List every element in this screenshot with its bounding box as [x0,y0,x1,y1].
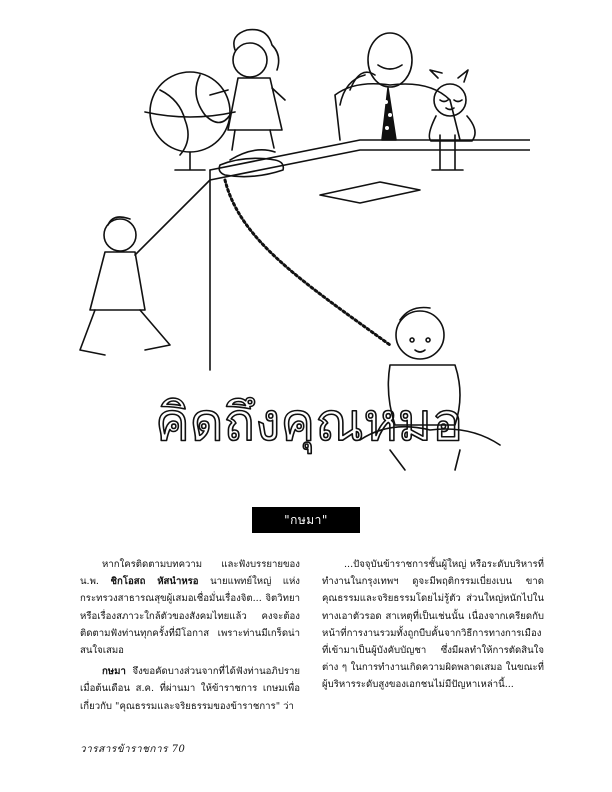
column-right [322,556,544,698]
girl-figure [210,30,285,150]
paragraph: กษมา จึงขอคัดบางส่วนจากที่ได้ฟังท่านอภิปรายเมื่อต้นเดือน ส.ค. ที่ผ่านมา ให้ข้าราชการ เกษมเพื่อเกี่ยวกับ "คุณธรรมและจริยธรรมของข้าราชการ" ว่า [80,666,300,712]
desk [210,140,530,370]
paragraph: หากใครติดตามบทความ และฟังบรรยายของ น.พ. ชิกโอสถ หัสนำหรอ นายแพทย์ใหญ่ แห่งกระทรวงสาธารณสุขผู้เสมอเชื่อมั่นเรื่องจิต... จิตวิทยาหรือเรื่องสภาวะใกล้ตัวของสังคมไทยแล้ว คงจะต้องติดตามฟังท่านทุกครั้งที่มีโอกาส เพราะท่านมีเกร็ดน่าสนใจเสมอ [80,559,300,657]
telephone-cord [225,180,390,345]
book-icon [320,135,463,203]
globe-icon [145,72,235,170]
boy-figure [80,180,210,355]
cartoon-illustration [60,20,530,495]
title-art: คิดถึงคุณหมอ [155,393,464,453]
telephone-icon [219,150,283,177]
author-box: "กษมา" [252,507,360,533]
column-left [80,556,300,719]
page-footer: วารสารข้าราชการ 70 [80,744,186,755]
paragraph: ...ปัจจุบันข้าราชการชั้นผู้ใหญ่ หรือระดับบริหารที่ทำงานในกรุงเทพฯ ดูจะมีพฤติกรรมเบี่ยงเบน ขาดคุณธรรมและจริยธรรมโดยไม่รู้ตัว ส่วนใหญ่หนักไปในทางเอาตัวรอด สาเหตุที่เป็นเช่นนั้น เนื่องจากเครียดกับหน้าที่การงานรวมทั้งถูกบีบคั้นจากวิธีการทางการเมืองที่เข้ามาเป็นผู้บังคับบัญชา ซึ่งมีผลทำให้การตัดสินใจต่าง ๆ ในการทำงานเกิดความผิดพลาดเสมอ ในขณะที่ผู้บริหารระดับสูงของเอกชนไม่มีปัญหาเหล่านี้... [322,559,544,691]
